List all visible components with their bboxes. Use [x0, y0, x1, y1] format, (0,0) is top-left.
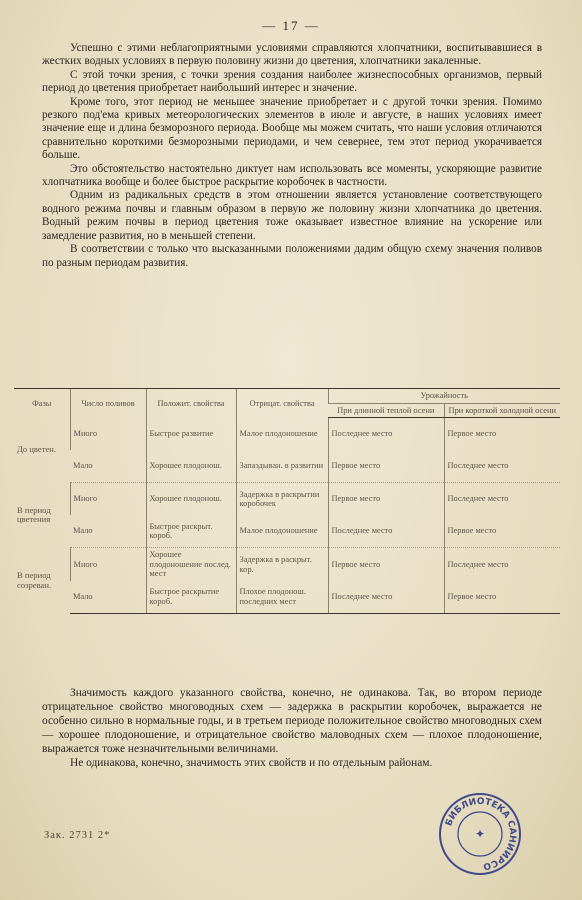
table-cell: Быстрое раскрытие короб. [146, 581, 236, 614]
library-stamp [436, 790, 524, 878]
table-cell: Много [70, 548, 146, 581]
table-cell: Запаздыван. в развитии [236, 450, 328, 483]
table-cell: Быстрое развитие [146, 418, 236, 451]
table-cell: Хорошее плодонош. [146, 483, 236, 516]
table-cell: Последнее место [444, 548, 560, 581]
table-cell: Много [70, 483, 146, 516]
paragraph: В соответствии с только что высказанными положениями дадим общую схему значения поливов по разным периодам развития. [42, 243, 542, 269]
table-cell: Малое плодоношение [236, 515, 328, 548]
table-cell: Первое место [328, 450, 444, 483]
header-negative: Отрицат. свойства [236, 389, 328, 418]
table-cell: Хорошее плодоношение послед. мест [146, 548, 236, 581]
paragraph: Значимость каждого указанного свойства, конечно, не одинакова. Так, во втором периоде отрицательное свойство многоводных схем — задержка в раскрытии коробочек, выражается не особенно сильно в нормальные годы, и в третьем периоде положительное свойство многоводных схем — хорошее плодоношение, и отрицательное свойство маловодных схем — плохое плодоношение, выражается тоже незначительными величинами. [42, 687, 542, 755]
paragraph: Одним из радикальных средств в этом отношении является установление соответствующего водного режима почвы и главным образом в первую же половину жизни хлопчатника до цветения. Водный режим почвы в период цветения тоже оказывает известное влияние на ускорение или замедление развития, но в меньшей степени. [42, 189, 542, 242]
paragraph: Успешно с этими неблагоприятными условиями справляются хлопчатники, воспитывавшиеся в жестких водных условиях в первую половину жизни до цветения, хлопчатники закаленные. [42, 42, 542, 68]
table-cell: Первое место [444, 581, 560, 614]
table-cell: Последнее место [328, 581, 444, 614]
table-cell: Много [70, 418, 146, 451]
table-cell: Мало [70, 450, 146, 483]
table-cell: Задержка в раскрытии коробочек [236, 483, 328, 516]
table-cell: Мало [70, 515, 146, 548]
header-count: Число поливов [70, 389, 146, 418]
table-cell: Последнее место [328, 515, 444, 548]
table-cell: Задержка в раскрыт. кор. [236, 548, 328, 581]
phase-label: В период созреван. [17, 569, 52, 590]
table-cell: Мало [70, 581, 146, 614]
paragraph: Не одинакова, конечно, значимость этих свойств и по отдельным районам. [70, 756, 433, 769]
header-warm-autumn: При длинной теплой осени [328, 403, 444, 418]
table-cell: Первое место [328, 548, 444, 581]
table-cell: Малое плодоношение [236, 418, 328, 451]
table-cell: Последнее место [328, 418, 444, 451]
bottom-text-block [42, 687, 542, 770]
header-phases: Фазы [14, 389, 70, 418]
phase-label: В период цветения [17, 504, 51, 525]
table-cell: Последнее место [444, 483, 560, 516]
paragraph: С этой точки зрения, с точки зрения создания наиболее жизнеспособных организмов, первый период до цветения приобретает наибольший интерес и значение. [42, 68, 542, 95]
top-text-block [42, 42, 542, 270]
table-cell: Быстрое раскрыт. короб. [146, 515, 236, 548]
svg-text:✦: ✦ [474, 827, 486, 841]
paragraph: Это обстоятельство настоятельно диктует нам использовать все моменты, ускоряющие развитие хлопчатника вообще и более быстрое раскрытие коробочек в частности. [42, 162, 542, 189]
paragraph: Кроме того, этот период не меньшее значение приобретает и с другой точки зрения. Помимо резкого под'ема кривых метеорологических элементов в июле и августе, в наших условиях имеет значение еще и длина безморозного периода. Вообще мы можем считать, что наши условия отличаются сравнительно короткими безморозными периодами, и чем севернее, тем этот период укорачивается больше. [42, 95, 542, 162]
table-cell: Первое место [328, 483, 444, 516]
print-order-mark: Зак. 2731 2* [44, 830, 111, 841]
irrigation-scheme-table [14, 388, 560, 614]
header-yield: Урожайность [328, 389, 560, 404]
table-cell: Плохое плодонош. последних мест [236, 581, 328, 614]
svg-text:БИБЛИОТЕКА САНИИРСО: БИБЛИОТЕКА САНИИРСО [444, 796, 518, 871]
header-short-autumn: При короткой холодной осени [444, 403, 560, 418]
table-cell: Первое место [444, 515, 560, 548]
header-positive: Положит. свойства [146, 389, 236, 418]
phase-label: До цветен. [17, 444, 57, 455]
page-number: — 17 — [262, 18, 320, 33]
table-cell: Первое место [444, 418, 560, 451]
table-cell: Последнее место [444, 450, 560, 483]
table-cell: Хорошее плодонош. [146, 450, 236, 483]
